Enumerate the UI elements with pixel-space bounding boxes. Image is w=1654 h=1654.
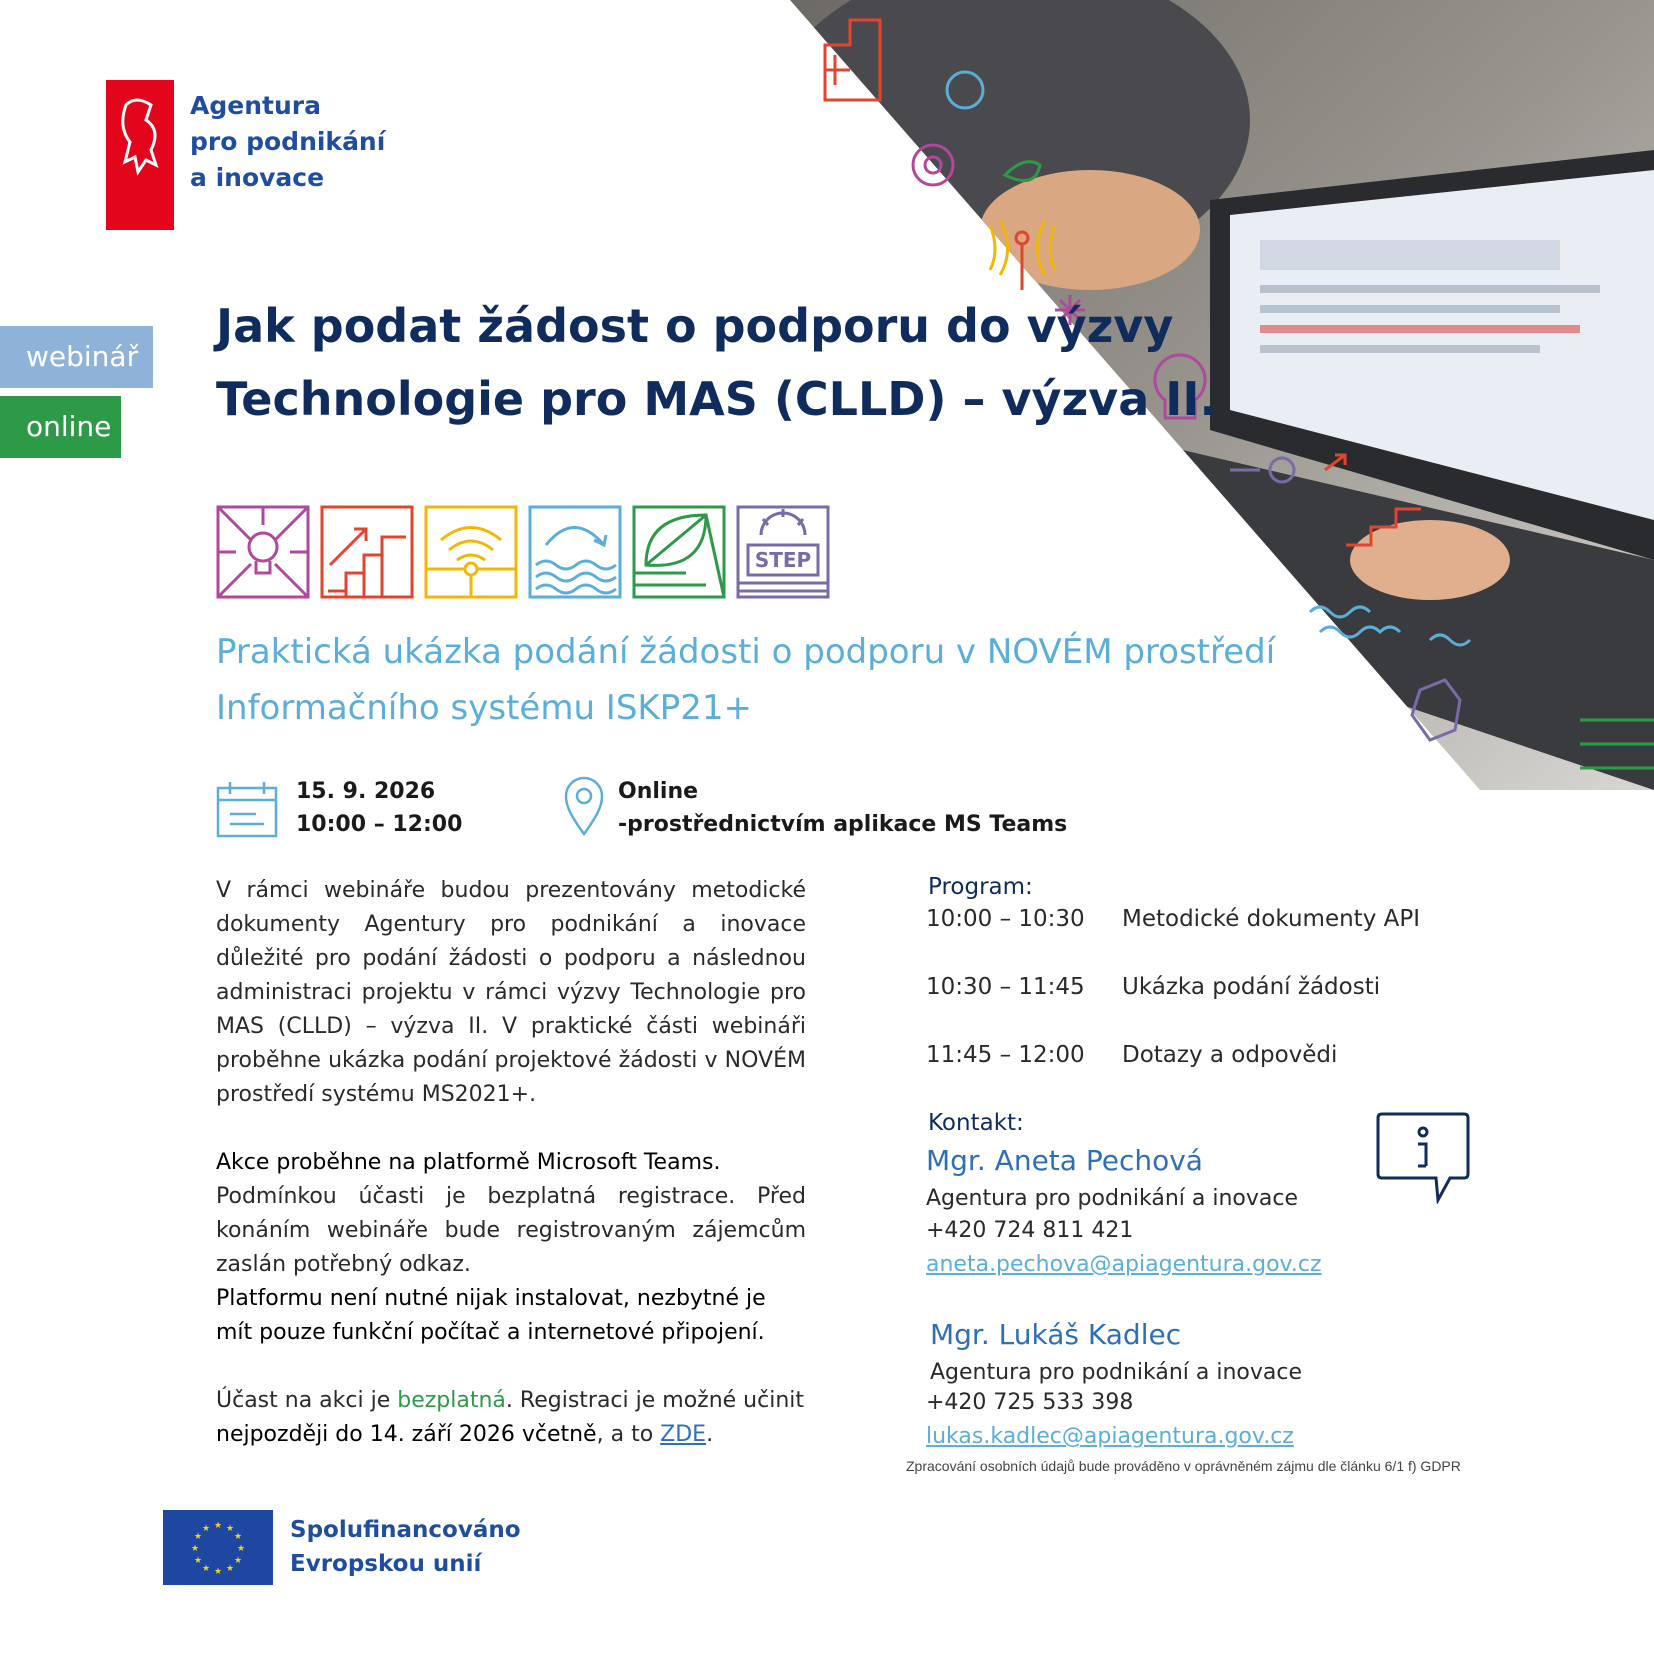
- contact-heading: Kontakt:: [928, 1110, 1024, 1136]
- contact-email-link[interactable]: lukas.kadlec@apiagentura.gov.cz: [926, 1424, 1294, 1449]
- contact-org: Agentura pro podnikání a inovace: [930, 1360, 1303, 1385]
- svg-text:★: ★: [233, 1532, 243, 1542]
- theme-icon-row: [216, 505, 836, 600]
- czech-lion-icon: [106, 80, 174, 230]
- eu-cofinanced-text: [290, 1513, 521, 1581]
- deadline-text: nejpozději do 14. září 2026 včetně, a to ZDE.: [216, 1422, 714, 1447]
- subtitle-line-2: Informačního systému ISKP21+: [216, 688, 752, 728]
- subtitle: [216, 624, 1275, 736]
- logo-line-1: Agentura: [190, 91, 321, 120]
- calendar-icon: [216, 780, 278, 838]
- eu-line-1: Spolufinancováno: [290, 1517, 521, 1543]
- description: [216, 874, 806, 1452]
- program-item: [926, 1042, 1337, 1068]
- logo-line-3: a inovace: [190, 163, 325, 192]
- svg-text:★: ★: [190, 1544, 200, 1554]
- svg-text:★: ★: [225, 1524, 235, 1534]
- step-label: STEP: [754, 548, 812, 572]
- contact-name: Mgr. Lukáš Kadlec: [930, 1318, 1182, 1351]
- gdpr-note: Zpracování osobních údajů bude prováděno v oprávněném zájmu dle článku 6/1 f) GDPR: [906, 1458, 1461, 1474]
- contact-phone: +420 725 533 398: [926, 1390, 1134, 1415]
- program-item: [926, 906, 1420, 932]
- svg-text:★: ★: [213, 1521, 223, 1531]
- api-logo-text: [190, 88, 385, 196]
- webinar-badge: webinář: [0, 326, 153, 388]
- program-time: 10:30 – 11:45: [926, 974, 1085, 1000]
- svg-text:★: ★: [201, 1524, 211, 1534]
- program-topic: Ukázka podání žádosti: [1122, 974, 1381, 1000]
- event-place: [618, 775, 1067, 841]
- program-topic: Dotazy a odpovědi: [1122, 1042, 1338, 1068]
- title-line-2: Technologie pro MAS (CLLD) – výzva II.: [216, 372, 1217, 426]
- program-time: 10:00 – 10:30: [926, 906, 1085, 932]
- registration-link[interactable]: ZDE: [660, 1422, 707, 1447]
- info-icon: [1376, 1112, 1470, 1204]
- deadline: nejpozději do 14. září 2026 včetně: [216, 1422, 597, 1447]
- registration-text: Podmínkou účasti je bezplatná registrace. Před konáním webináře bude registrovaným zájemcům zaslán potřebný odkaz.: [216, 1184, 806, 1277]
- subtitle-line-1: Praktická ukázka podání žádosti o podporu v NOVÉM prostředí: [216, 632, 1276, 672]
- participation-text: Účast na akci je bezplatná. Registraci je možné učinit: [216, 1388, 805, 1413]
- event-date: 15. 9. 2026: [296, 779, 436, 804]
- program-topic: Metodické dokumenty API: [1122, 906, 1421, 932]
- lightbulb-icon: [218, 507, 308, 597]
- eu-stars-icon: [163, 1510, 273, 1585]
- contact-org: Agentura pro podnikání a inovace: [926, 1186, 1299, 1211]
- eu-flag: [163, 1510, 273, 1585]
- contact-name: Mgr. Aneta Pechová: [926, 1144, 1203, 1177]
- api-logo-emblem: [106, 80, 174, 230]
- platform-note: Platformu není nutné nijak instalovat, nezbytné je mít pouze funkční počítač a internetové připojení.: [216, 1286, 766, 1345]
- platform-line: Akce proběhne na platformě Microsoft Teams.: [216, 1150, 721, 1175]
- contact-email-link[interactable]: aneta.pechova@apiagentura.gov.cz: [926, 1252, 1322, 1277]
- svg-text:★: ★: [236, 1544, 246, 1554]
- event-time: 10:00 – 12:00: [296, 812, 463, 837]
- wireless-icon: [426, 507, 516, 597]
- event-place-name: Online: [618, 779, 699, 804]
- leaf-icon: [634, 507, 724, 597]
- water-cycle-icon: [530, 507, 620, 597]
- online-badge: online: [0, 396, 121, 458]
- program-time: 11:45 – 12:00: [926, 1042, 1085, 1068]
- description-paragraph: V rámci webináře budou prezentovány metodické dokumenty Agentury pro podnikání a inovace důležité pro podání žádosti o podporu a následnou administraci projektu v rámci výzvy Technologie pro MAS (CLLD) – výzva II. V praktické části webináři proběhne ukázka podání projektové žádosti v NOVÉM prostředí systému MS2021+.: [216, 878, 806, 1107]
- logo-line-2: pro podnikání: [190, 127, 386, 156]
- contact-phone: +420 724 811 421: [926, 1218, 1134, 1243]
- program-item: [926, 974, 1380, 1000]
- stairs-arrow-icon: [322, 507, 412, 597]
- title-line-1: Jak podat žádost o podporu do výzvy: [216, 299, 1174, 353]
- eu-line-2: Evropskou unií: [290, 1551, 482, 1577]
- event-date-time: [296, 775, 462, 841]
- event-place-detail: -prostřednictvím aplikace MS Teams: [618, 812, 1068, 837]
- page-title: [216, 290, 1217, 436]
- svg-text:★: ★: [233, 1556, 243, 1566]
- free-highlight: bezplatná: [397, 1388, 506, 1413]
- svg-text:★: ★: [193, 1532, 203, 1542]
- location-pin-icon: [564, 776, 604, 836]
- program-heading: Program:: [928, 874, 1033, 900]
- svg-text:★: ★: [193, 1556, 203, 1566]
- svg-text:★: ★: [225, 1564, 235, 1574]
- svg-text:★: ★: [213, 1567, 223, 1577]
- svg-text:★: ★: [201, 1564, 211, 1574]
